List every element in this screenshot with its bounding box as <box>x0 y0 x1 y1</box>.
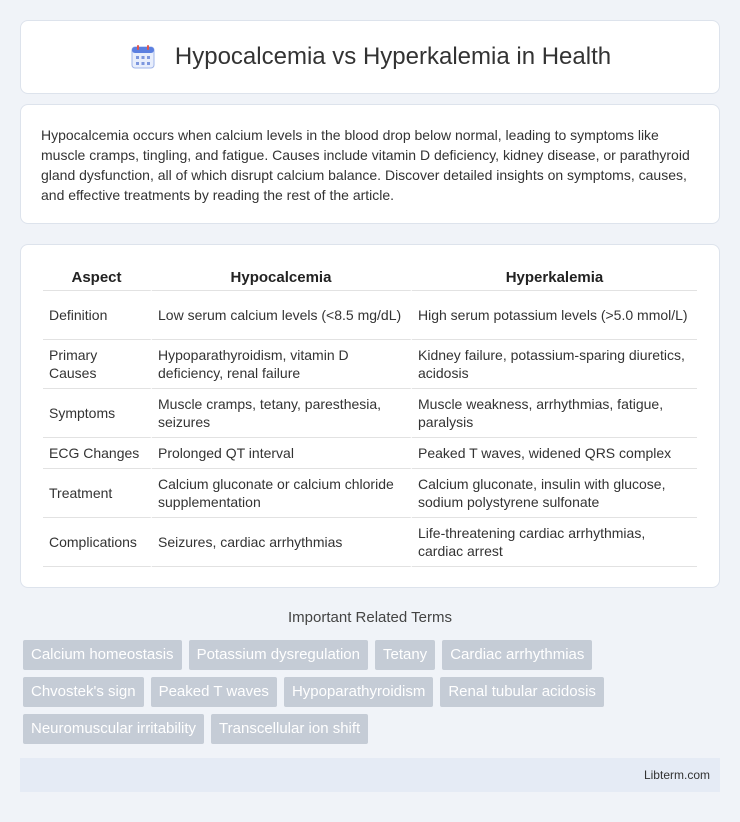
table-cell: Symptoms <box>43 389 152 438</box>
table-cell: Peaked T waves, widened QRS complex <box>412 438 697 469</box>
table-cell: Kidney failure, potassium-sparing diuretics, acidosis <box>412 340 697 389</box>
header-card <box>20 20 720 94</box>
related-terms-title: Important Related Terms <box>288 609 452 626</box>
tag-calcium-homeostasis[interactable]: Calcium homeostasis <box>23 640 182 670</box>
table-row <box>43 340 697 389</box>
intro-card <box>20 104 720 224</box>
related-terms-tags <box>23 640 723 751</box>
table-row <box>43 469 697 518</box>
table-row <box>43 438 697 469</box>
table-row <box>43 518 697 567</box>
tag-peaked-t-waves[interactable]: Peaked T waves <box>151 677 277 707</box>
title-wrap <box>129 43 611 71</box>
table-cell: Life-threatening cardiac arrhythmias, cardiac arrest <box>412 518 697 567</box>
tag-transcellular-ion-shift[interactable]: Transcellular ion shift <box>211 714 368 744</box>
tag-renal-tubular-acidosis[interactable]: Renal tubular acidosis <box>440 677 604 707</box>
column-header-hypocalcemia: Hypocalcemia <box>152 265 412 291</box>
table-row <box>43 389 697 438</box>
tag-tetany[interactable]: Tetany <box>375 640 435 670</box>
table-cell: Muscle cramps, tetany, paresthesia, seizures <box>152 389 412 438</box>
tag-hypoparathyroidism[interactable]: Hypoparathyroidism <box>284 677 433 707</box>
table-cell: Primary Causes <box>43 340 152 389</box>
table-cell: High serum potassium levels (>5.0 mmol/L) <box>412 291 697 340</box>
tag-row <box>23 677 723 707</box>
tag-row <box>23 714 723 744</box>
tag-chvosteks-sign[interactable]: Chvostek's sign <box>23 677 144 707</box>
table-cell: Definition <box>43 291 152 340</box>
table-cell: Calcium gluconate or calcium chloride supplementation <box>152 469 412 518</box>
table-cell: Prolonged QT interval <box>152 438 412 469</box>
comparison-table <box>43 265 697 567</box>
table-cell: Hypoparathyroidism, vitamin D deficiency, renal failure <box>152 340 412 389</box>
intro-text: Hypocalcemia occurs when calcium levels in the blood drop below normal, leading to symptoms like muscle cramps, tingling, and fatigue. Causes include vitamin D deficiency, kidney disease, or parathyroid gland dysfunction, all of which disrupt calcium balance. Discover detailed insights on symptoms, causes, and effective treatments by reading the rest of the article. <box>41 127 690 203</box>
comparison-table-card <box>20 244 720 588</box>
table-cell: Complications <box>43 518 152 567</box>
table-cell: Seizures, cardiac arrhythmias <box>152 518 412 567</box>
table-cell: Low serum calcium levels (<8.5 mg/dL) <box>152 291 412 340</box>
table-row <box>43 291 697 340</box>
footer <box>20 758 720 792</box>
page-title: Hypocalcemia vs Hyperkalemia in Health <box>174 43 612 70</box>
tag-row <box>23 640 723 670</box>
column-header-hyperkalemia: Hyperkalemia <box>412 265 697 291</box>
tag-cardiac-arrhythmias[interactable]: Cardiac arrhythmias <box>442 640 592 670</box>
tag-neuromuscular-irritability[interactable]: Neuromuscular irritability <box>23 714 204 744</box>
footer-site-link[interactable]: Libterm.com <box>643 768 710 782</box>
table-cell: Muscle weakness, arrhythmias, fatigue, paralysis <box>412 389 697 438</box>
calendar-icon <box>129 43 157 71</box>
table-cell: Calcium gluconate, insulin with glucose, sodium polystyrene sulfonate <box>412 469 697 518</box>
table-cell: ECG Changes <box>43 438 152 469</box>
table-header-row <box>43 265 697 291</box>
table-cell: Treatment <box>43 469 152 518</box>
tag-potassium-dysregulation[interactable]: Potassium dysregulation <box>189 640 368 670</box>
column-header-aspect: Aspect <box>43 265 152 291</box>
